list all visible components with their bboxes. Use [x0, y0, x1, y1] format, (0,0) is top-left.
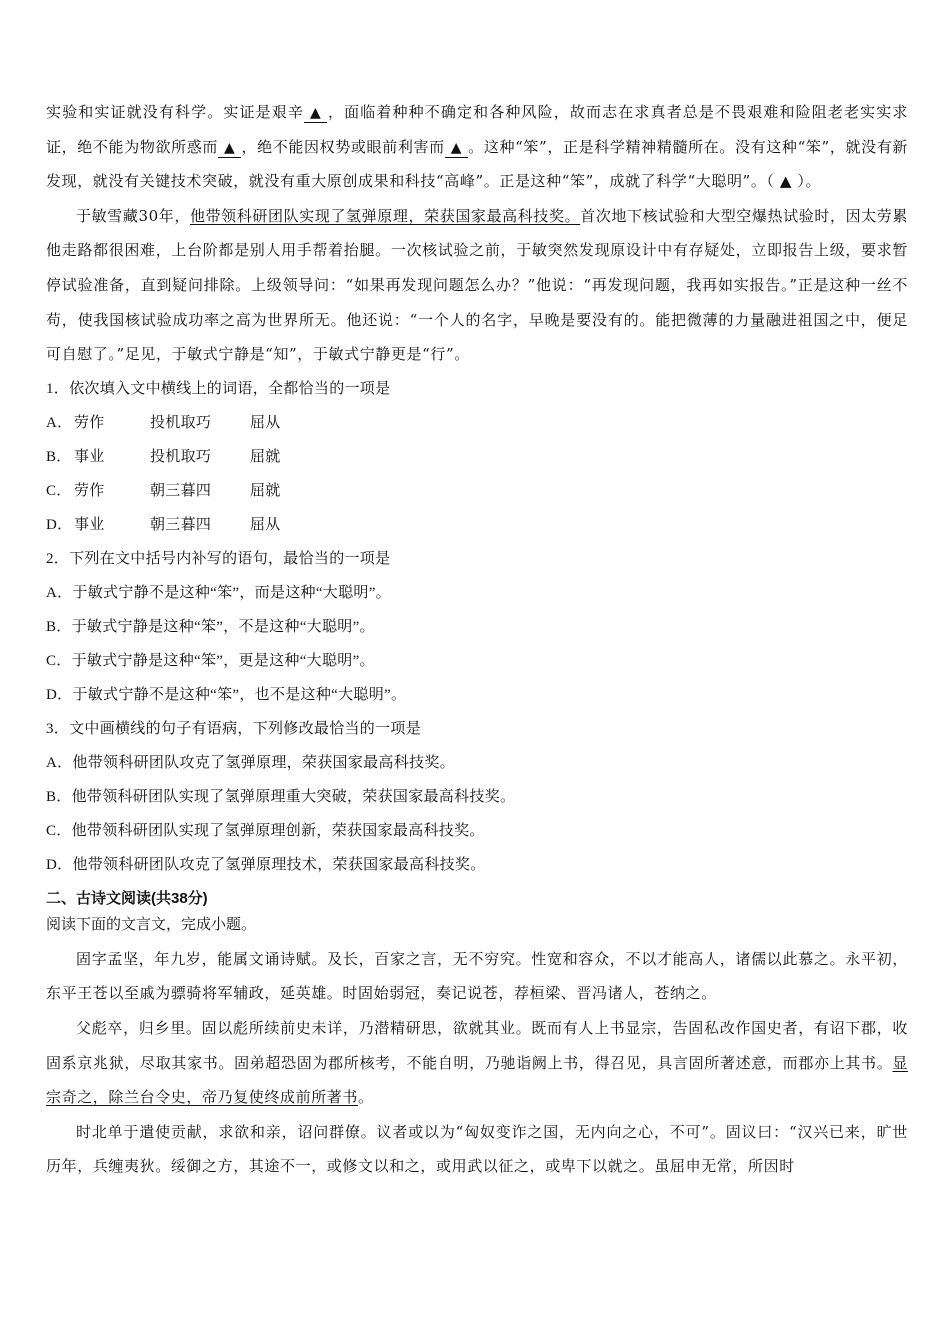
question-2-option-c: C．于敏式宁静是这种“笨”，更是这种“大聪明”。 [46, 652, 375, 669]
question-1-option-c [46, 474, 908, 508]
option-letter: D． [46, 516, 73, 533]
question-2-option-a: A．于敏式宁静不是这种“笨”，而是这种“大聪明”。 [46, 584, 391, 601]
option-letter: C． [46, 482, 72, 499]
text-run: 首次地下核试验和大型空爆热试验时，因太劳累他走路都很困难，上台阶都是别人用手帮着抬腿。一次核试验之前，于敏突然发现原设计中有存疑处，立即报告上级，要求暂停试验准备，直到疑问排除。上级领导问：“如果再发现问题怎么办？”他说：“再发现问题，我再如实报告。”正是这种一丝不苟，使我国核试验成功率之高为世界所无。他还说：“一个人的名字，早晚是要没有的。能把微薄的力量融进祖国之中，便足可自慰了。”足见，于敏式宁静是“知”，于敏式宁静更是“行”。 [46, 206, 908, 364]
option-word: 屈从 [250, 414, 281, 431]
option-word: 朝三暮四 [150, 516, 212, 533]
option-word: 投机取巧 [150, 414, 212, 431]
option-word: 事业 [74, 516, 105, 533]
classical-paragraph-1: 固字孟坚，年九岁，能属文诵诗赋。及长，百家之言，无不穷究。性宽和容众，不以才能高人，诸儒以此慕之。永平初，东平王苍以至戚为骠骑将军辅政，延英雄。时固始弱冠，奏记说苍，荐桓梁、晋冯诸人，苍纳之。 [46, 949, 908, 1003]
question-3-option-b: B．他带领科研团队实现了氢弹原理重大突破，荣获国家最高科技奖。 [46, 788, 516, 805]
passage1-paragraph2 [46, 199, 908, 372]
text-run: 。 [358, 1088, 374, 1107]
option-word: 屈就 [250, 448, 281, 465]
question-1-stem: 1．依次填入文中横线上的词语，全都恰当的一项是 [46, 380, 391, 397]
question-1-option-b [46, 440, 908, 474]
question-3-stem: 3．文中画横线的句子有语病，下列修改最恰当的一项是 [46, 720, 422, 737]
question-3-option-c: C．他带领科研团队实现了氢弹原理创新，荣获国家最高科技奖。 [46, 822, 485, 839]
answer-blank-2: ▲ [218, 139, 241, 158]
option-word: 朝三暮四 [150, 482, 212, 499]
text-run: ，绝不能因权势或眼前利害而 [241, 137, 445, 156]
answer-blank-1: ▲ [304, 104, 327, 123]
option-letter: A． [46, 414, 73, 431]
section-instruction: 阅读下面的文言文，完成小题。 [46, 916, 257, 933]
option-word: 屈就 [250, 482, 281, 499]
option-word: 事业 [74, 448, 105, 465]
section-heading: 二、古诗文阅读(共38分) [46, 889, 208, 907]
option-letter: B． [46, 448, 72, 465]
text-run: 实验和实证就没有科学。实证是艰辛 [46, 103, 305, 121]
classical-paragraph-2 [46, 1011, 908, 1115]
question-1-option-d [46, 508, 908, 542]
question-2-option-d: D．于敏式宁静不是这种“笨”，也不是这种“大聪明”。 [46, 686, 407, 703]
option-word: 劳作 [74, 414, 105, 431]
classical-paragraph-3: 时北单于遣使贡献，求欲和亲，诏问群僚。议者或以为“匈奴变诈之国，无内向之心，不可”。固议曰：“汉兴已来，旷世历年，兵缠夷狄。绥御之方，其途不一，或修文以和之，或用武以征之，或卑下以就之。虽屈申无常，所因时 [46, 1122, 908, 1176]
text-run: ，面临着种种不确定和各种风险，故而志在求真者总是不畏艰难和险阻老老实实求证，绝不能为物欲所惑而 [46, 103, 908, 156]
option-word: 劳作 [74, 482, 105, 499]
question-2-stem: 2．下列在文中括号内补写的语句，最恰当的一项是 [46, 550, 391, 567]
text-run: 父彪卒，归乡里。固以彪所续前史未详，乃潜精研思，欲就其业。既而有人上书显宗，告固私改作国史者，有诏下郡，收固系京兆狱，尽取其家书。固弟超恐固为郡所核考，不能自明，乃驰诣阙上书，得召见，具言固所著述意，而郡亦上其书。 [46, 1018, 908, 1072]
text-run: 于敏雪藏30年， [76, 206, 190, 225]
text-run: 。这种“笨”，正是科学精神精髓所在。没有这种“笨”，就没有新发现，就没有关键技术突破，就没有重大原创成果和科技“高峰”。正是这种“笨”，成就了科学“大聪明”。（ ▲ ）。 [46, 137, 908, 191]
question-1-option-a [46, 406, 908, 440]
passage1-paragraph1 [46, 95, 908, 199]
underlined-sentence: 他带领科研团队实现了氢弹原理，荣获国家最高科技奖。 [189, 206, 581, 225]
underlined-sentence: 显宗奇之，除兰台令史，帝乃复使终成前所著书 [46, 1053, 908, 1107]
document-page [46, 95, 908, 1184]
option-word: 屈从 [250, 516, 281, 533]
question-3-option-d: D．他带领科研团队攻克了氢弹原理技术，荣获国家最高科技奖。 [46, 856, 486, 873]
question-3-option-a: A．他带领科研团队攻克了氢弹原理，荣获国家最高科技奖。 [46, 754, 455, 771]
question-2-option-b: B．于敏式宁静是这种“笨”，不是这种“大聪明”。 [46, 618, 375, 635]
option-word: 投机取巧 [150, 448, 212, 465]
answer-blank-3: ▲ [445, 139, 468, 158]
